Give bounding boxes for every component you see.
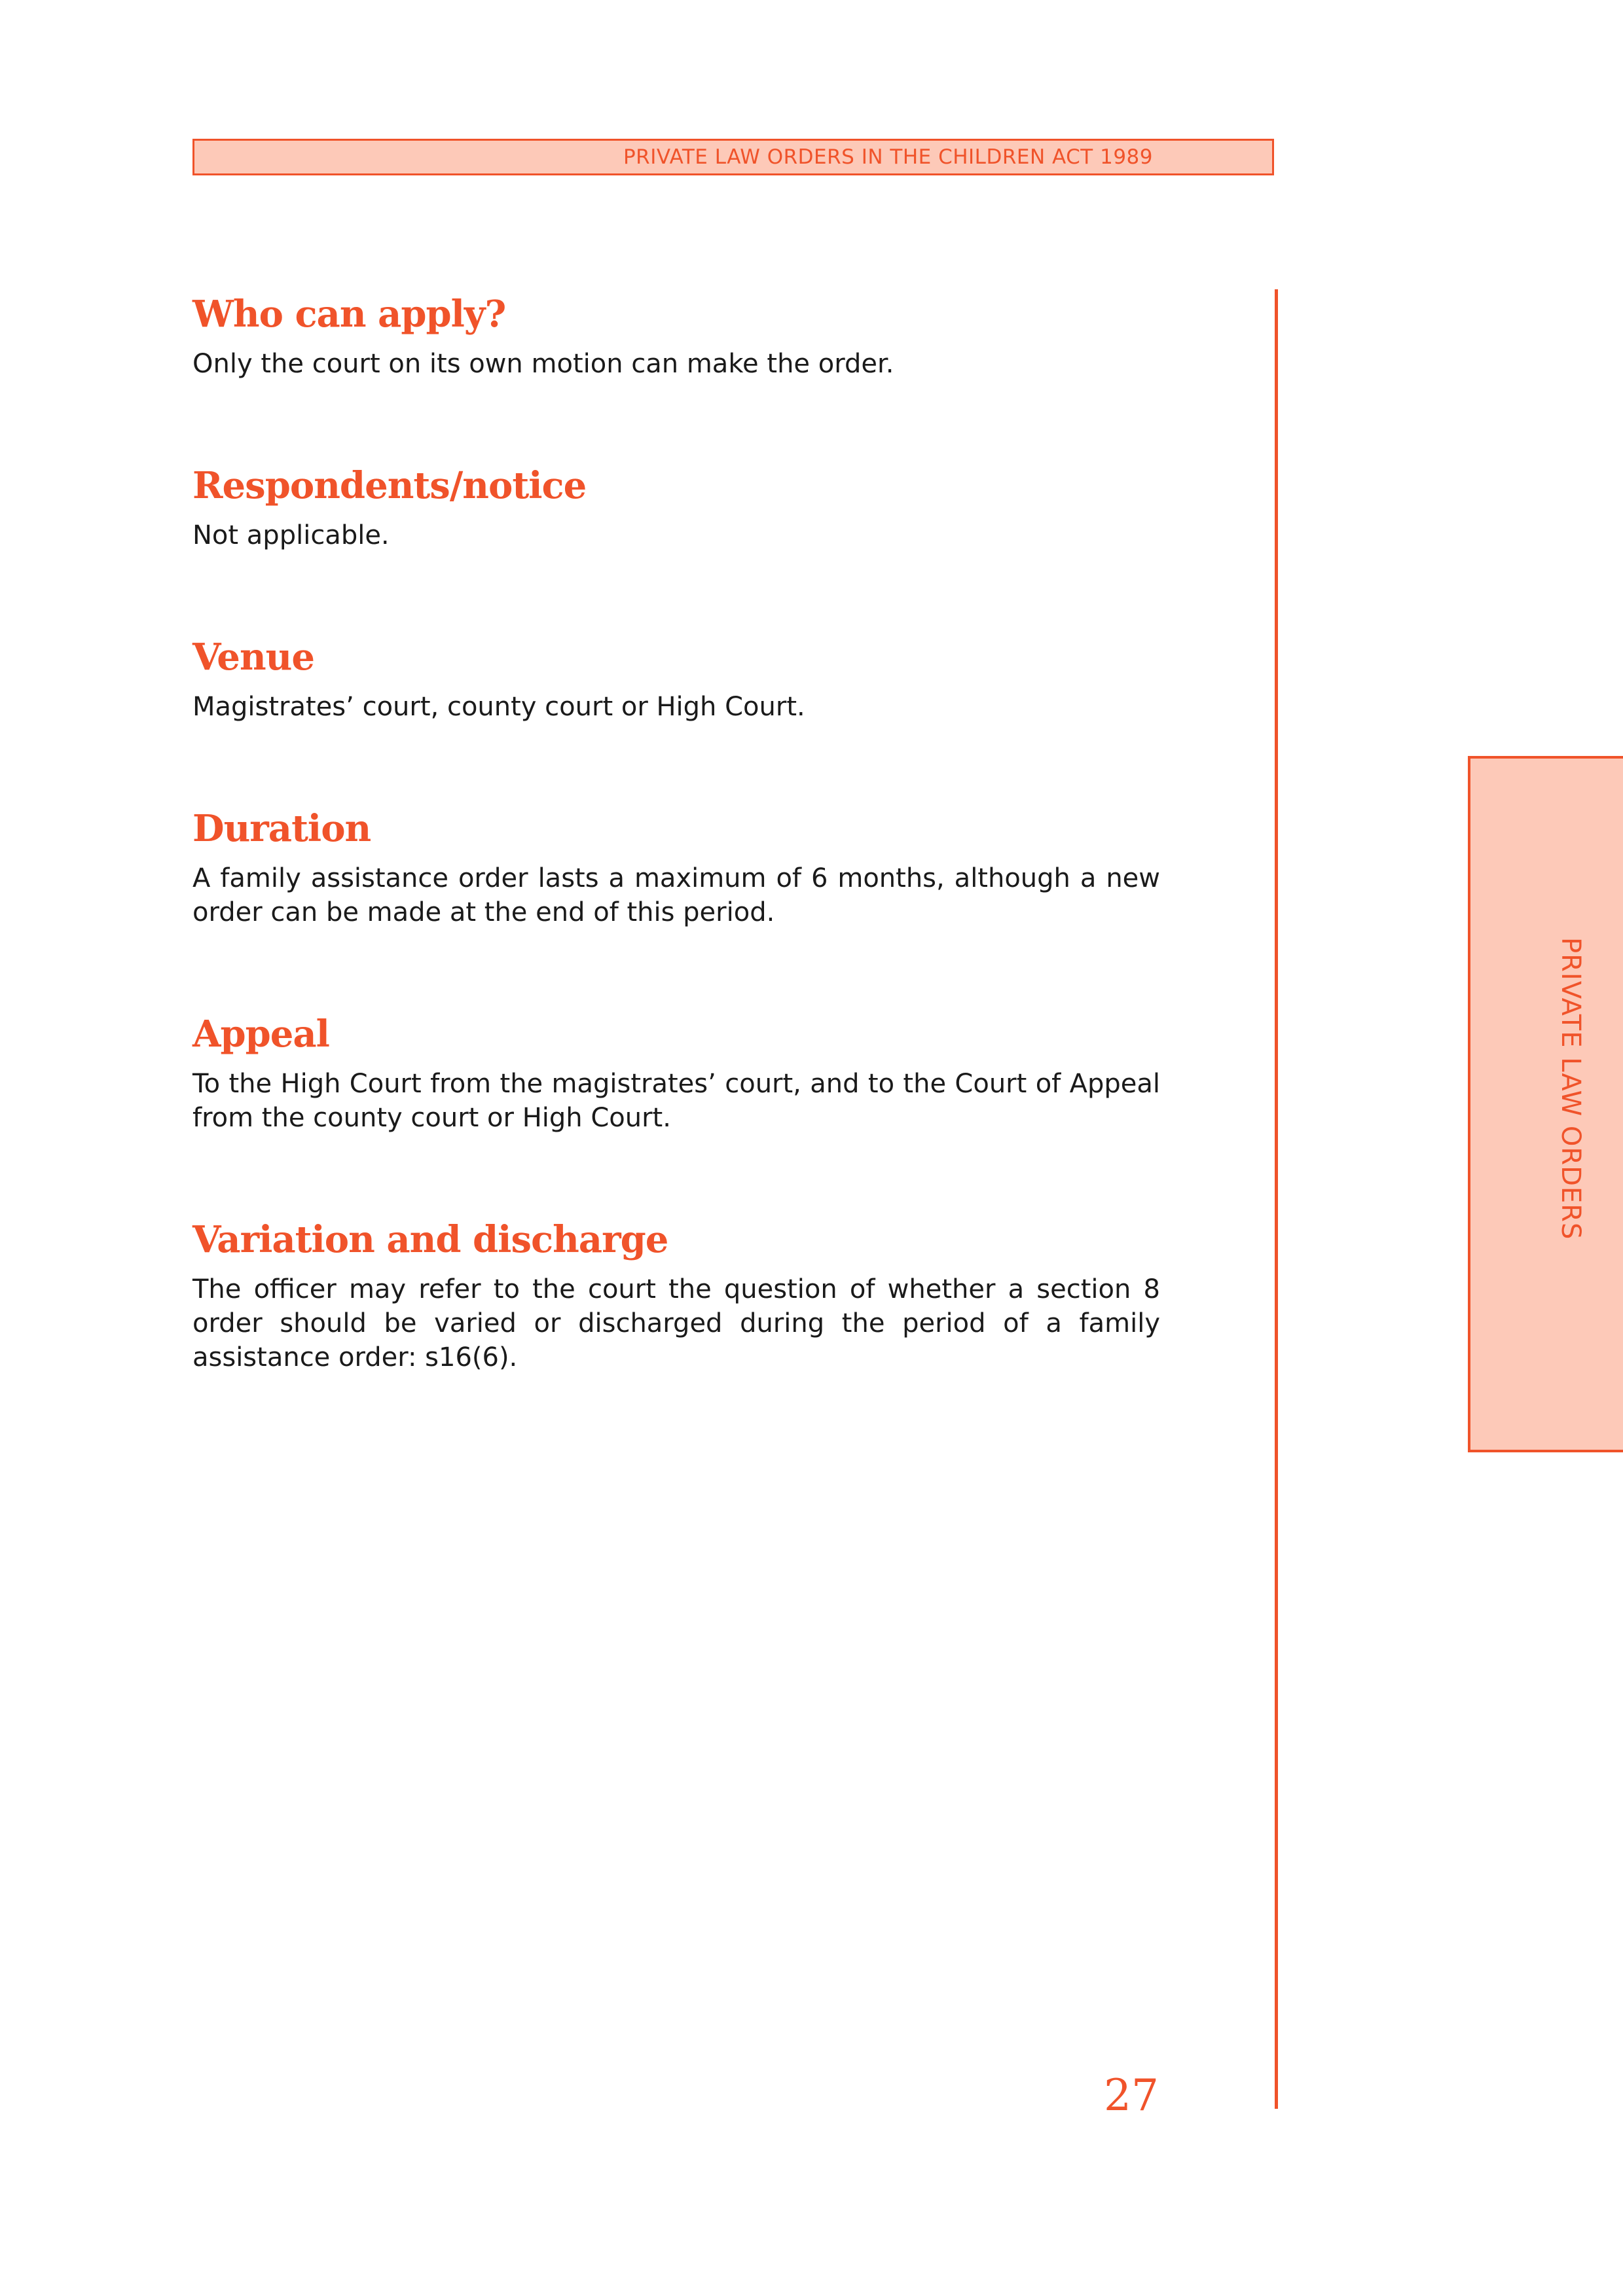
section-appeal bbox=[192, 1008, 1160, 1135]
section-heading: Variation and discharge bbox=[192, 1218, 668, 1261]
section-heading: Respondents/notice bbox=[192, 464, 587, 507]
section-heading: Duration bbox=[192, 807, 371, 850]
section-body: Magistrates’ court, county court or High Court. bbox=[192, 692, 805, 722]
side-tab-label: PRIVATE LAW ORDERS bbox=[1556, 937, 1586, 1240]
section-duration bbox=[192, 802, 1160, 929]
section-body: A family assistance order lasts a maximum of 6 months, although a new order can be made at the end of this period. bbox=[192, 863, 1160, 927]
running-header bbox=[192, 139, 1274, 175]
running-header-text: PRIVATE LAW ORDERS IN THE CHILDREN ACT 1989 bbox=[623, 145, 1153, 169]
section-heading: Venue bbox=[192, 636, 314, 679]
section-variation-discharge bbox=[192, 1213, 1160, 1374]
page-content bbox=[192, 288, 1160, 1374]
section-body: The officer may refer to the court the question of whether a section 8 order should be varied or discharged during the period of a family assistance order: s16(6). bbox=[192, 1274, 1160, 1372]
section-who-can-apply bbox=[192, 288, 1160, 381]
section-body: To the High Court from the magistrates’ court, and to the Court of Appeal from the county court or High Court. bbox=[192, 1069, 1160, 1133]
section-venue bbox=[192, 631, 1160, 724]
section-heading: Who can apply? bbox=[192, 293, 506, 336]
section-body: Only the court on its own motion can make the order. bbox=[192, 349, 894, 379]
side-tab bbox=[1468, 756, 1623, 1452]
section-respondents-notice bbox=[192, 459, 1160, 552]
vertical-rule bbox=[1275, 289, 1278, 2109]
page-number: 27 bbox=[1104, 2070, 1159, 2121]
section-heading: Appeal bbox=[192, 1013, 329, 1056]
section-body: Not applicable. bbox=[192, 520, 390, 550]
